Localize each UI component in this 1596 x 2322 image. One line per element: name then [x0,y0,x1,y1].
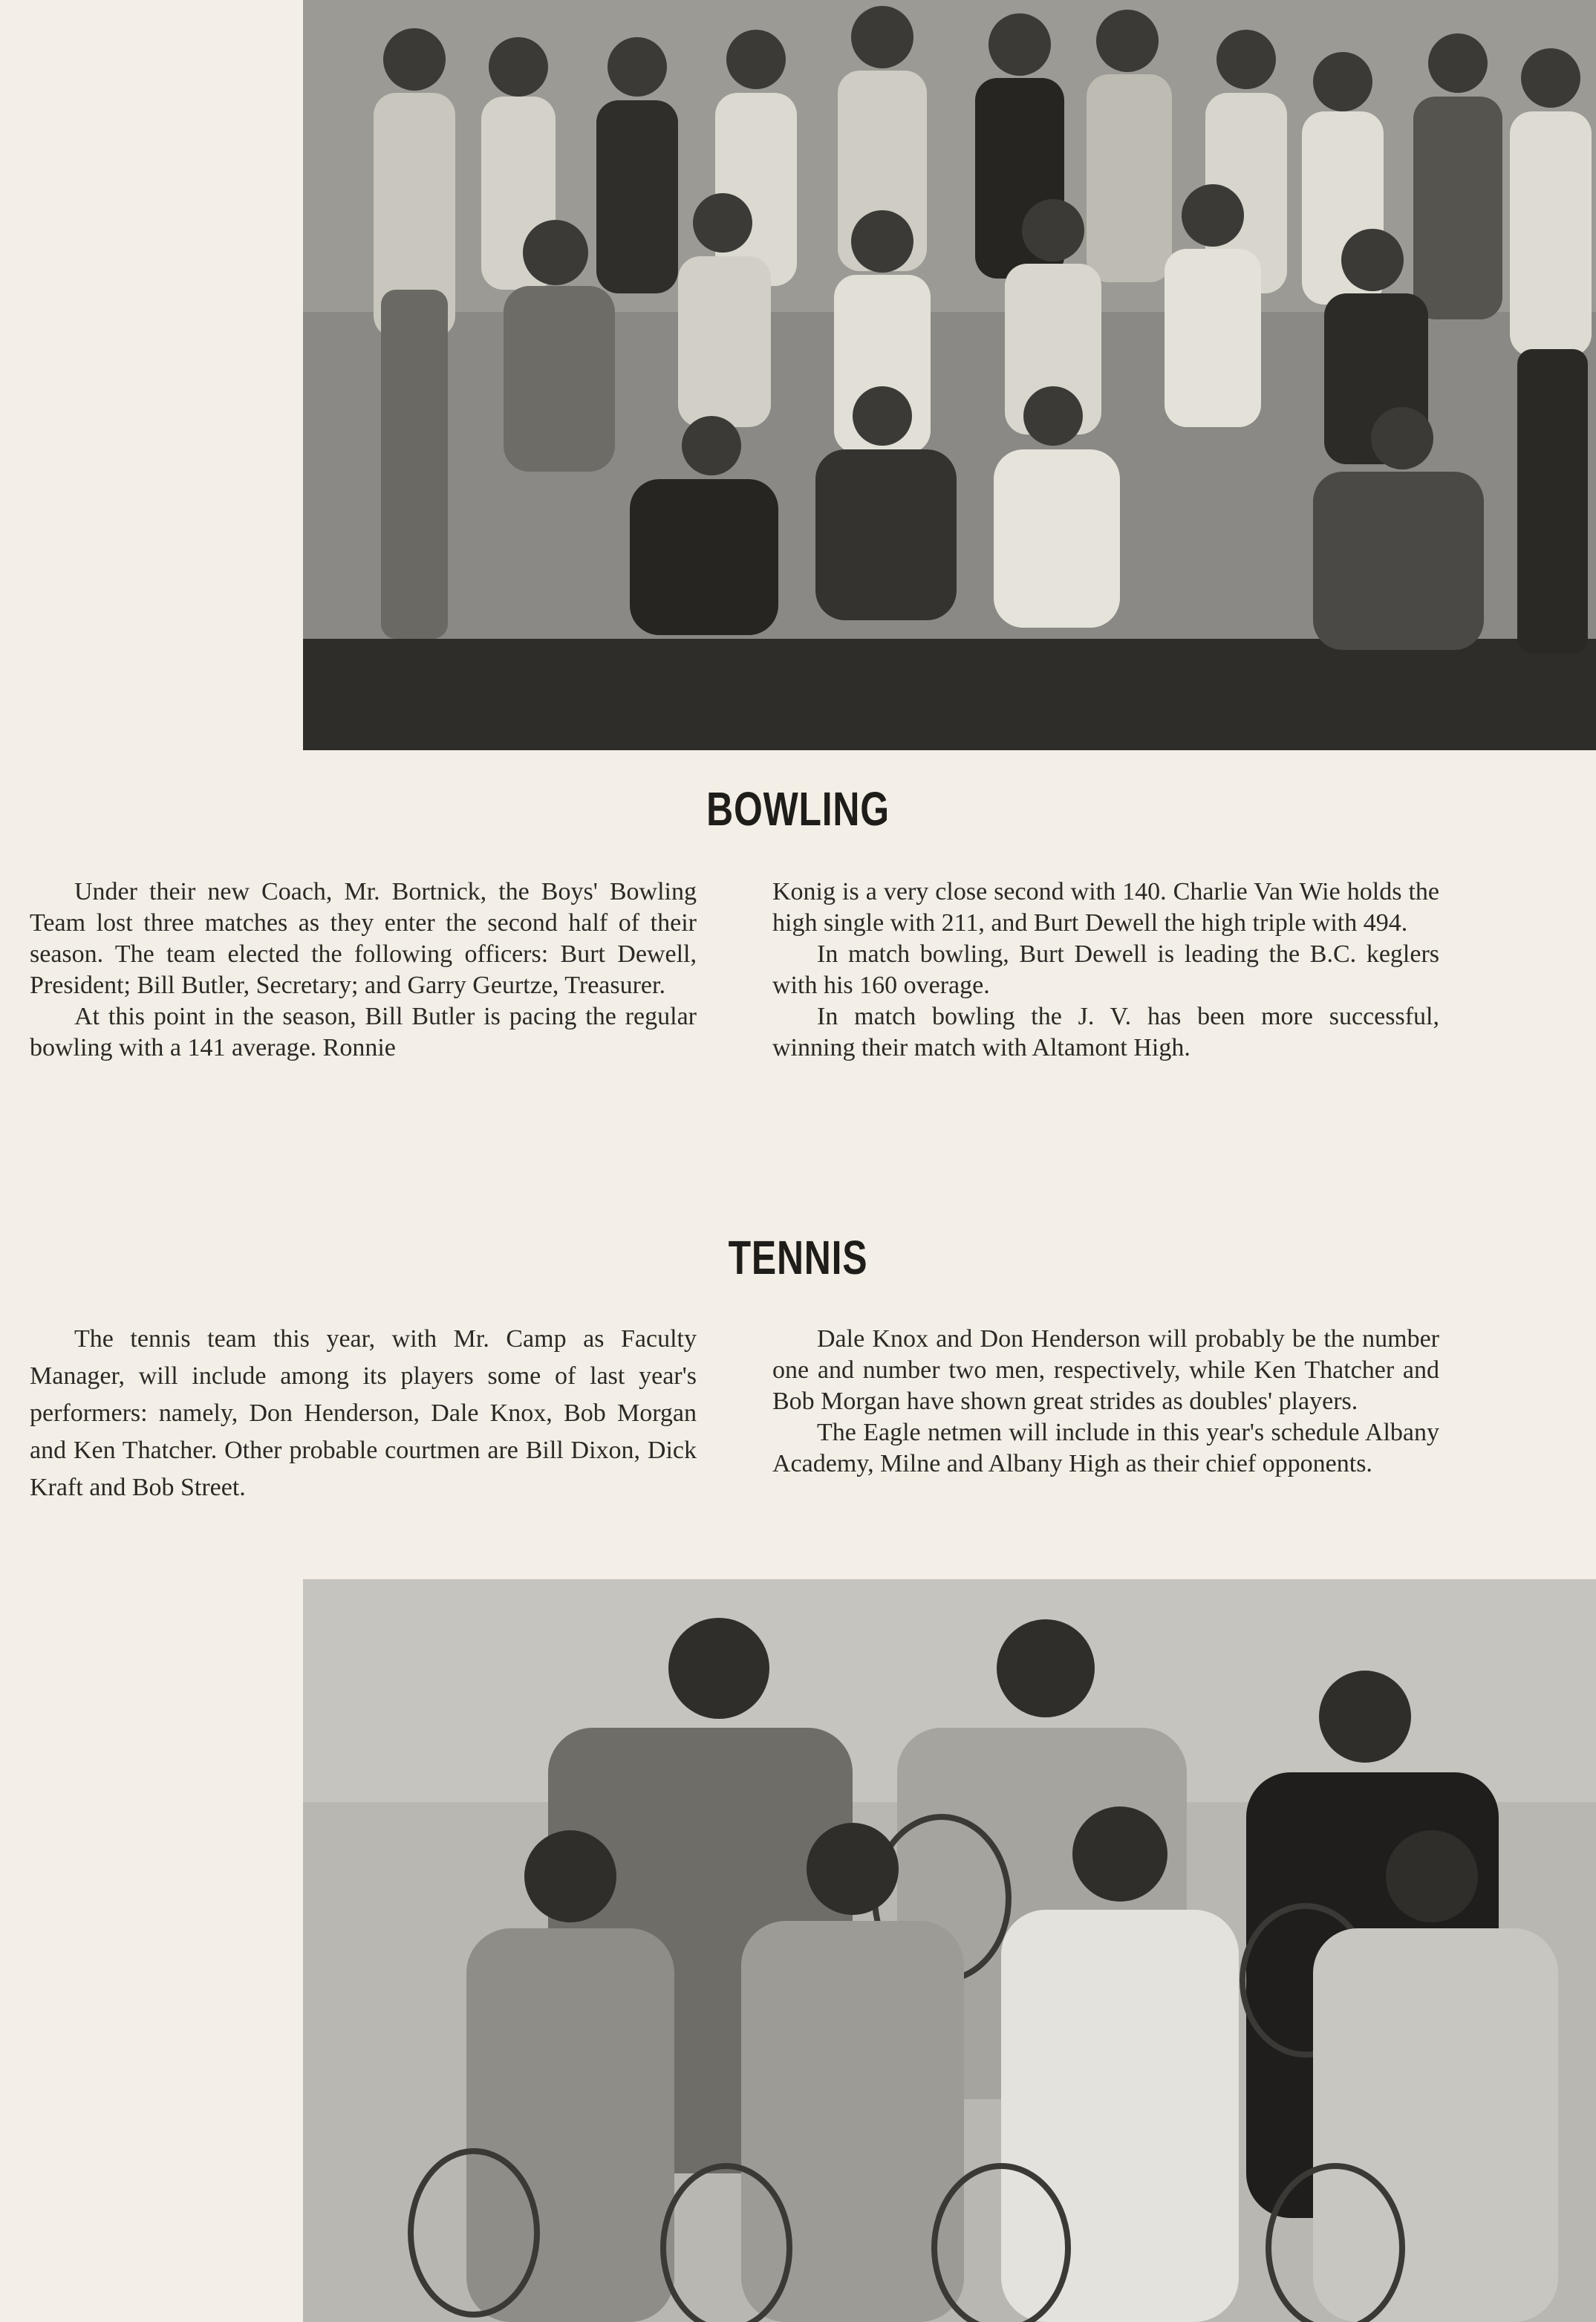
bowling-paragraph: In match bowling, Burt Dewell is leading the B.C. keglers with his 160 overage. [772,940,1439,999]
bowling-heading: BOWLING [706,782,890,836]
bowling-paragraph: Under their new Coach, Mr. Bortnick, the Boys' Bowling Team lost three matches as they enter the second half of their season. The team elected the following officers: Burt Dewell, President; Bill Butler, Secretary; and Garry Geurtze, Treasurer. [30,878,697,999]
bowling-paragraph: In match bowling the J. V. has been more successful, winning their match with Altamont High. [772,1003,1439,1061]
tennis-text-right-column [772,1324,1439,1480]
tennis-heading: TENNIS [728,1231,868,1284]
tennis-team-photo [303,1579,1596,2322]
bowling-text-left-column [30,877,697,1064]
bowling-team-photo [303,0,1596,750]
tennis-paragraph: The tennis team this year, with Mr. Camp as Faculty Manager, will include among its players some of last year's performers: namely, Don Henderson, Dale Knox, Bob Morgan and Ken Thatcher. Other probable courtmen are Bill Dixon, Dick Kraft and Bob Street. [30,1325,697,1501]
tennis-paragraph: The Eagle netmen will include in this year's schedule Albany Academy, Milne and Albany High as their chief opponents. [772,1419,1439,1477]
tennis-text-left-column [30,1321,697,1506]
tennis-paragraph: Dale Knox and Don Henderson will probably be the number one and number two men, respectively, while Ken Thatcher and Bob Morgan have shown great strides as doubles' players. [772,1325,1439,1415]
bowling-paragraph: At this point in the season, Bill Butler is pacing the regular bowling with a 141 average. Ronnie [30,1003,697,1061]
bowling-paragraph: Konig is a very close second with 140. Charlie Van Wie holds the high single with 211, and Burt Dewell the high triple with 494. [772,878,1439,937]
bowling-text-right-column [772,877,1439,1064]
